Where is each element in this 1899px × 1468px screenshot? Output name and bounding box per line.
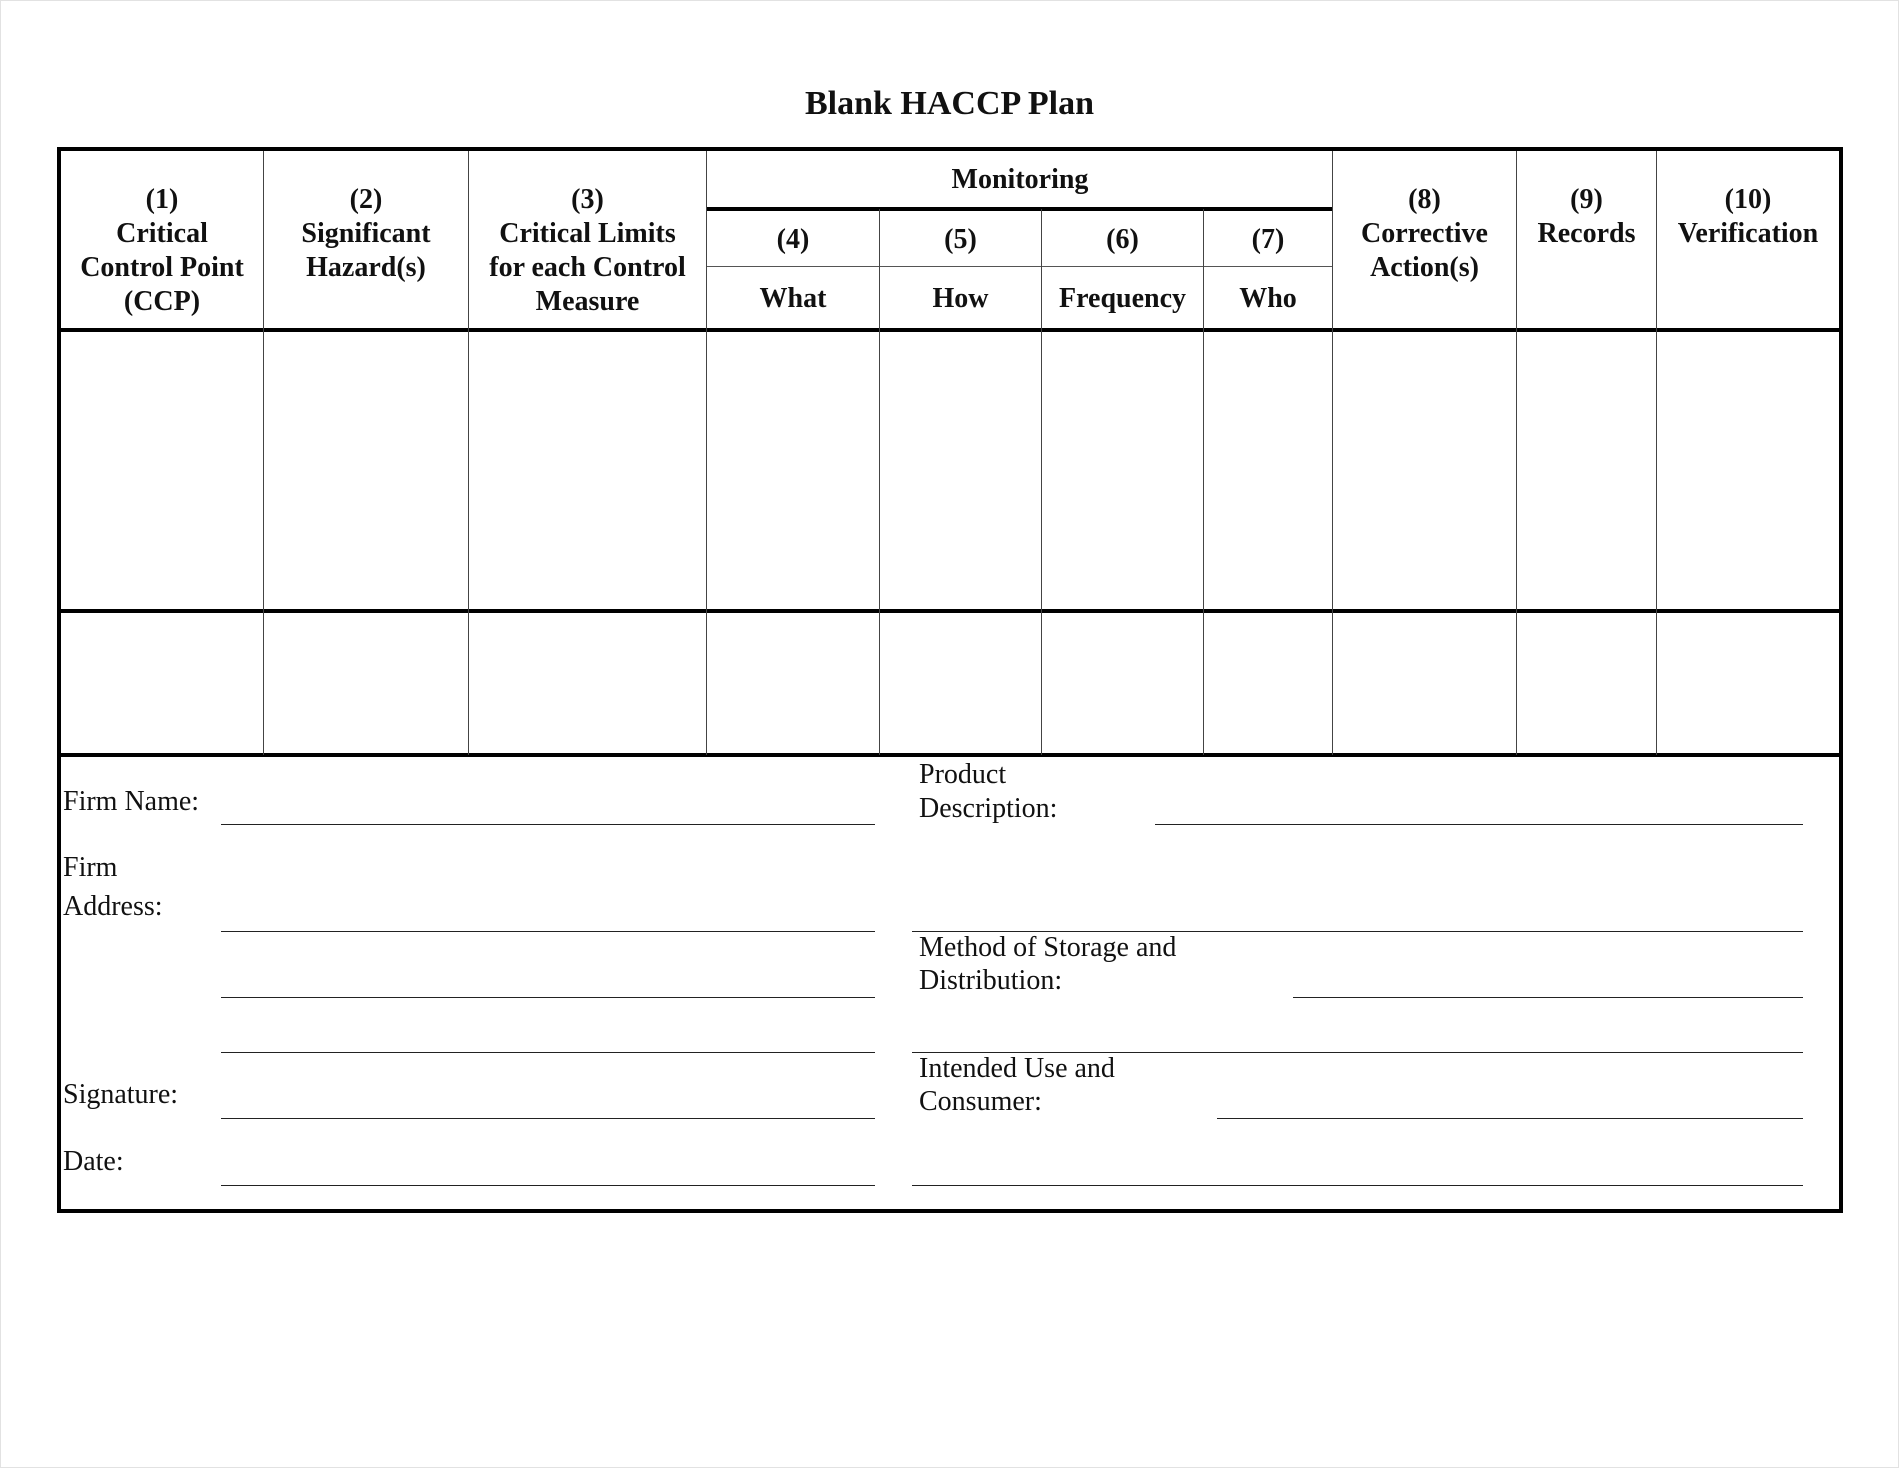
col-limits-num: (3) bbox=[571, 184, 604, 215]
col-how-num: (5) bbox=[944, 224, 977, 255]
col-header-records bbox=[1517, 183, 1656, 323]
col-corrective-label: Corrective Action(s) bbox=[1361, 218, 1488, 283]
col-limits-label: Critical Limits for each Control Measure bbox=[489, 218, 686, 317]
col-hazards-label: Significant Hazard(s) bbox=[301, 218, 431, 283]
col-hazards-num: (2) bbox=[349, 184, 383, 215]
monitoring-rule bbox=[707, 207, 1333, 211]
product-label-1: Product bbox=[919, 759, 1007, 790]
col-header-hazards bbox=[264, 183, 468, 323]
signature-line[interactable] bbox=[221, 1118, 875, 1119]
signature-label: Signature: bbox=[63, 1079, 179, 1110]
col-ccp-num: (1) bbox=[145, 184, 179, 215]
document-title: Blank HACCP Plan bbox=[804, 85, 1095, 122]
intended-line-2[interactable] bbox=[912, 1185, 1803, 1186]
col-who-num: (7) bbox=[1251, 224, 1285, 255]
col-verification-label: Verification bbox=[1677, 218, 1819, 249]
col-header-ccp bbox=[61, 183, 263, 323]
product-line-1[interactable] bbox=[1155, 824, 1803, 825]
monitoring-subrule bbox=[707, 266, 1333, 267]
col-who-label: Who bbox=[1239, 283, 1297, 314]
intended-line-1[interactable] bbox=[1217, 1118, 1803, 1119]
table-bottom-rule bbox=[57, 753, 1843, 757]
col-corrective-num: (8) bbox=[1408, 184, 1441, 215]
col-ccp-label: Critical Control Point (CCP) bbox=[80, 218, 244, 317]
product-label-2: Description: bbox=[919, 793, 1058, 824]
col-frequency-num: (6) bbox=[1106, 224, 1139, 255]
col-header-limits bbox=[469, 183, 706, 323]
col-verification-num: (10) bbox=[1724, 184, 1772, 215]
col-what-num: (4) bbox=[776, 224, 810, 255]
col-frequency-label: Frequency bbox=[1058, 283, 1187, 314]
storage-label-1: Method of Storage and bbox=[919, 932, 1177, 963]
firm-name-label: Firm Name: bbox=[63, 786, 200, 817]
col-how-label: How bbox=[932, 283, 989, 314]
intended-label-1: Intended Use and bbox=[919, 1053, 1115, 1084]
firm-address-label-1: Firm bbox=[63, 852, 118, 883]
date-label: Date: bbox=[63, 1146, 124, 1177]
row-divider-rule bbox=[57, 609, 1843, 613]
storage-line-1[interactable] bbox=[1293, 997, 1803, 998]
firm-name-line[interactable] bbox=[221, 824, 875, 825]
col-records-num: (9) bbox=[1570, 184, 1603, 215]
firm-address-line-1[interactable] bbox=[221, 931, 875, 932]
col-records-label: Records bbox=[1537, 218, 1636, 249]
firm-address-line-3[interactable] bbox=[221, 1052, 875, 1053]
col-header-verification bbox=[1657, 183, 1839, 323]
storage-label-2: Distribution: bbox=[919, 965, 1063, 996]
col-what-label: What bbox=[759, 283, 827, 314]
header-bottom-rule bbox=[57, 328, 1843, 332]
firm-address-label-2: Address: bbox=[63, 891, 163, 922]
date-line[interactable] bbox=[221, 1185, 875, 1186]
firm-address-line-2[interactable] bbox=[221, 997, 875, 998]
monitoring-header: Monitoring bbox=[951, 164, 1089, 195]
col-header-corrective bbox=[1333, 183, 1516, 323]
intended-label-2: Consumer: bbox=[919, 1086, 1042, 1117]
